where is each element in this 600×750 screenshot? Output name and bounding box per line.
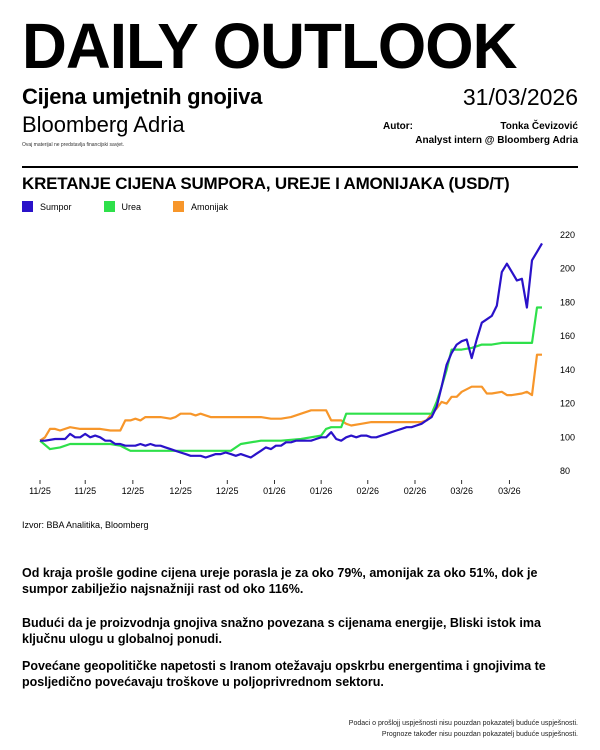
x-tick-label: 12/25 bbox=[215, 486, 239, 496]
paragraph-price-growth: Od kraja prošle godine cijena ureje porasla je za oko 79%, amonijak za oko 51%, dok je sumpor zabilježio najsnažniji rast od oko 116%. bbox=[22, 566, 538, 596]
masthead-title: DAILY OUTLOOK bbox=[22, 10, 517, 82]
author-label: Autor: bbox=[383, 121, 413, 132]
x-axis-ticks bbox=[29, 480, 521, 496]
report-subtitle: Cijena umjetnih gnojiva bbox=[22, 84, 263, 109]
y-tick-label: 100 bbox=[560, 432, 576, 443]
paragraph-geopolitics: Povećane geopolitičke napetosti s Iranom otežavaju opskrbu energentima i gnojivima te posljedično povećavaju troškove u poljoprivrednom sektoru. bbox=[22, 659, 546, 689]
x-tick-label: 11/25 bbox=[74, 486, 97, 496]
legend-swatch-amonijak bbox=[173, 201, 184, 212]
x-tick-label: 02/26 bbox=[403, 486, 427, 496]
series-line-urea bbox=[40, 308, 542, 451]
x-tick-label: 12/25 bbox=[169, 486, 192, 496]
y-tick-label: 140 bbox=[560, 364, 576, 375]
paragraph-energy-link: Budući da je proizvodnja gnojiva snažno povezana s cijenama energije, Bliski istok ima ključnu ulogu u globalnoj ponudi. bbox=[22, 616, 541, 646]
y-tick-label: 80 bbox=[560, 466, 571, 476]
legend-item-sumpor bbox=[22, 201, 72, 212]
footnote-past-performance: Podaci o prošlojj uspješnosti nisu pouzdan pokazatelj buduće uspješnosti. bbox=[348, 720, 578, 727]
price-line-chart bbox=[0, 220, 600, 510]
legend-label-amonijak: Amonijak bbox=[191, 201, 229, 212]
x-tick-label: 01/26 bbox=[263, 486, 286, 496]
chart-source: Izvor: BBA Analitika, Bloomberg bbox=[22, 520, 149, 530]
y-axis-ticks bbox=[560, 230, 575, 476]
disclaimer-note: Ovaj materijal ne predstavlja financijski savjet. bbox=[22, 142, 124, 148]
legend-item-amonijak bbox=[173, 201, 228, 212]
legend-swatch-urea bbox=[104, 201, 115, 212]
x-tick-label: 03/26 bbox=[498, 486, 521, 496]
y-tick-label: 180 bbox=[560, 297, 576, 308]
chart-title: KRETANJE CIJENA SUMPORA, UREJE I AMONIJAKA (USD/T) bbox=[22, 174, 510, 193]
series-line-amonijak bbox=[40, 355, 542, 441]
header-divider bbox=[22, 166, 578, 168]
y-tick-label: 200 bbox=[560, 263, 576, 274]
x-tick-label: 12/25 bbox=[121, 486, 145, 496]
y-tick-label: 120 bbox=[560, 398, 576, 409]
report-date: 31/03/2026 bbox=[462, 84, 578, 110]
y-tick-label: 160 bbox=[560, 331, 576, 342]
author-role: Analyst intern @ Bloomberg Adria bbox=[415, 135, 578, 146]
y-tick-label: 220 bbox=[560, 230, 576, 240]
x-tick-label: 02/26 bbox=[356, 486, 380, 496]
legend-swatch-sumpor bbox=[22, 201, 33, 212]
x-tick-label: 03/26 bbox=[450, 486, 473, 496]
x-tick-label: 11/25 bbox=[29, 486, 51, 496]
chart-legend bbox=[22, 201, 260, 212]
legend-label-urea: Urea bbox=[121, 201, 142, 212]
footnote-forecasts: Prognoze također nisu pouzdan pokazatelj buduće uspješnosti. bbox=[381, 731, 578, 738]
legend-item-urea bbox=[104, 201, 142, 212]
series-layer bbox=[40, 243, 542, 457]
legend-label-sumpor: Sumpor bbox=[40, 201, 72, 212]
brand-name: Bloomberg Adria bbox=[22, 112, 185, 137]
series-line-sumpor bbox=[40, 243, 542, 457]
author-name: Tonka Čevizović bbox=[500, 121, 578, 132]
x-tick-label: 01/26 bbox=[309, 486, 333, 496]
